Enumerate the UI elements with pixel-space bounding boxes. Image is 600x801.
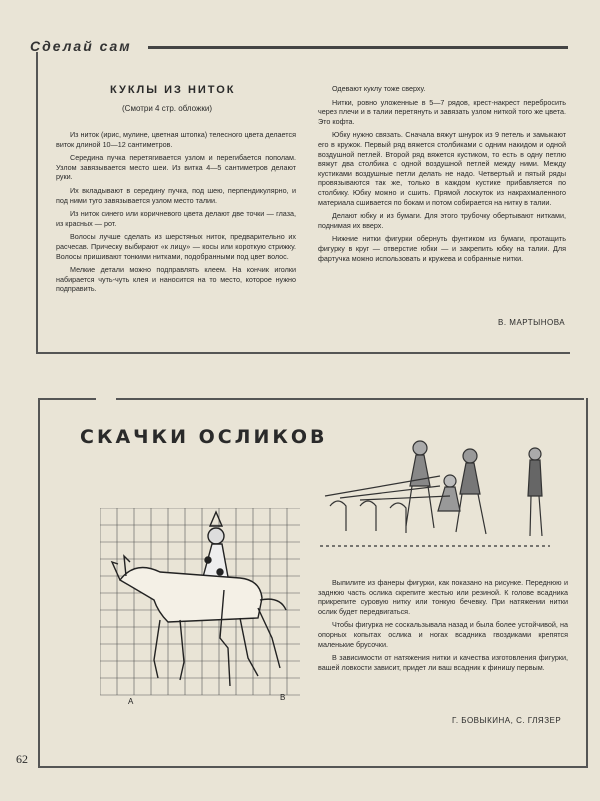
- article1-author: В. МАРТЫНОВА: [498, 318, 566, 327]
- paragraph: В зависимости от натяжения нитки и качества изготовления фигурки, вашей ловкости зависит, придет ли ваш всадник к финишу первым.: [318, 653, 568, 672]
- frame-edge: [38, 398, 96, 400]
- paragraph: Делают юбку и из бумаги. Для этого трубочку обертывают нитками, поднимая их вверх.: [318, 211, 566, 230]
- paragraph: Из ниток (ирис, мулине, цветная штопка) телесного цвета делается виток длиной 10—12 сантиметров.: [56, 130, 296, 149]
- page-number: 62: [16, 752, 28, 766]
- article1-column-right: [318, 84, 566, 267]
- article2-title: СКАЧКИ ОСЛИКОВ: [80, 426, 328, 448]
- article2-authors: Г. БОВЫКИНА, С. ГЛЯЗЕР: [452, 716, 562, 725]
- paragraph: Середина пучка перетягивается узлом и перегибается пополам. Узлом завязывается место шеи. Из витка 4—5 сантиметров делают руки.: [56, 153, 296, 182]
- article1-title: КУКЛЫ ИЗ НИТОК: [110, 84, 236, 96]
- children-playing-illustration: [320, 436, 560, 556]
- paragraph: Выпилите из фанеры фигурки, как показано на рисунке. Переднюю и заднюю часть ослика скрепите жестью или резиной. К голове всадника прикрепите суровую нитку или тонкую бечевку. При натяжении нитки ослик будет передвигаться.: [318, 578, 568, 616]
- article1-column-left: [56, 130, 296, 298]
- header-rule: [148, 46, 568, 49]
- grid-label-b: B: [280, 693, 286, 702]
- article2-text: [318, 578, 568, 676]
- paragraph: Нитки, ровно уложенные в 5—7 рядов, крест-накрест перебросить через плечи и в талии перетянуть и завязать узлом ниткой того же цвета. Это кофта.: [318, 97, 566, 126]
- paragraph: Юбку нужно связать. Сначала вяжут шнурок из 9 петель и замыкают его в кружок. Первый ряд вяжется столбиками с одним накидом и одной воздушной петлей. Второй ряд вяжется кустиком, то есть в одну петлю вяжут два столбика с одной воздушной петлей между ними. Между кустиками воздушные петли делать не надо. Четвертый и пятый ряды провязываются так же, только в каждом кустике прибавляется по столбику. Юбку можно и сшить. Прямой лоскуток из накрахмаленного материала сшивается по бокам и потом собирается на нитку в талии.: [318, 130, 566, 207]
- article1-subtitle: (Смотри 4 стр. обложки): [122, 104, 213, 113]
- section-header: Сделай сам: [30, 38, 132, 54]
- grid-label-a: A: [128, 697, 134, 706]
- paragraph: Волосы лучше сделать из шерстяных ниток, предварительно их расчесав. Прическу выбирают «к лицу» — косы или короткую стрижку. Волосы пришивают тонкими нитками, подобранными под цвет волос.: [56, 232, 296, 261]
- donkey-rider-grid-pattern: [100, 508, 300, 708]
- paragraph: Нижние нитки фигурки обернуть фунтиком из бумаги, протащить фигурку в круг — отверстие юбки — и закрепить юбку на талии. Для фартучка можно использовать и кружева и собранные нитки.: [318, 234, 566, 263]
- paragraph: Одевают куклу тоже сверху.: [332, 84, 426, 93]
- frame-edge: [116, 398, 584, 400]
- paragraph: Чтобы фигурка не соскальзывала назад и была более устойчивой, на опорных копытах ослика и ногах всадника гвоздиками крепятся маленькие брусочки.: [318, 620, 568, 649]
- paragraph: Их вкладывают в середину пучка, под шею, перпендикулярно, и под ними туго завязывается узлом место талии.: [56, 185, 296, 205]
- paragraph: Из ниток синего или коричневого цвета делают две точки — глаза, из красных — рот.: [56, 209, 296, 228]
- paragraph: Мелкие детали можно подправлять клеем. На кончик иголки набирается чуть-чуть клея и наносится на то место, которое нужно подправить.: [56, 265, 296, 294]
